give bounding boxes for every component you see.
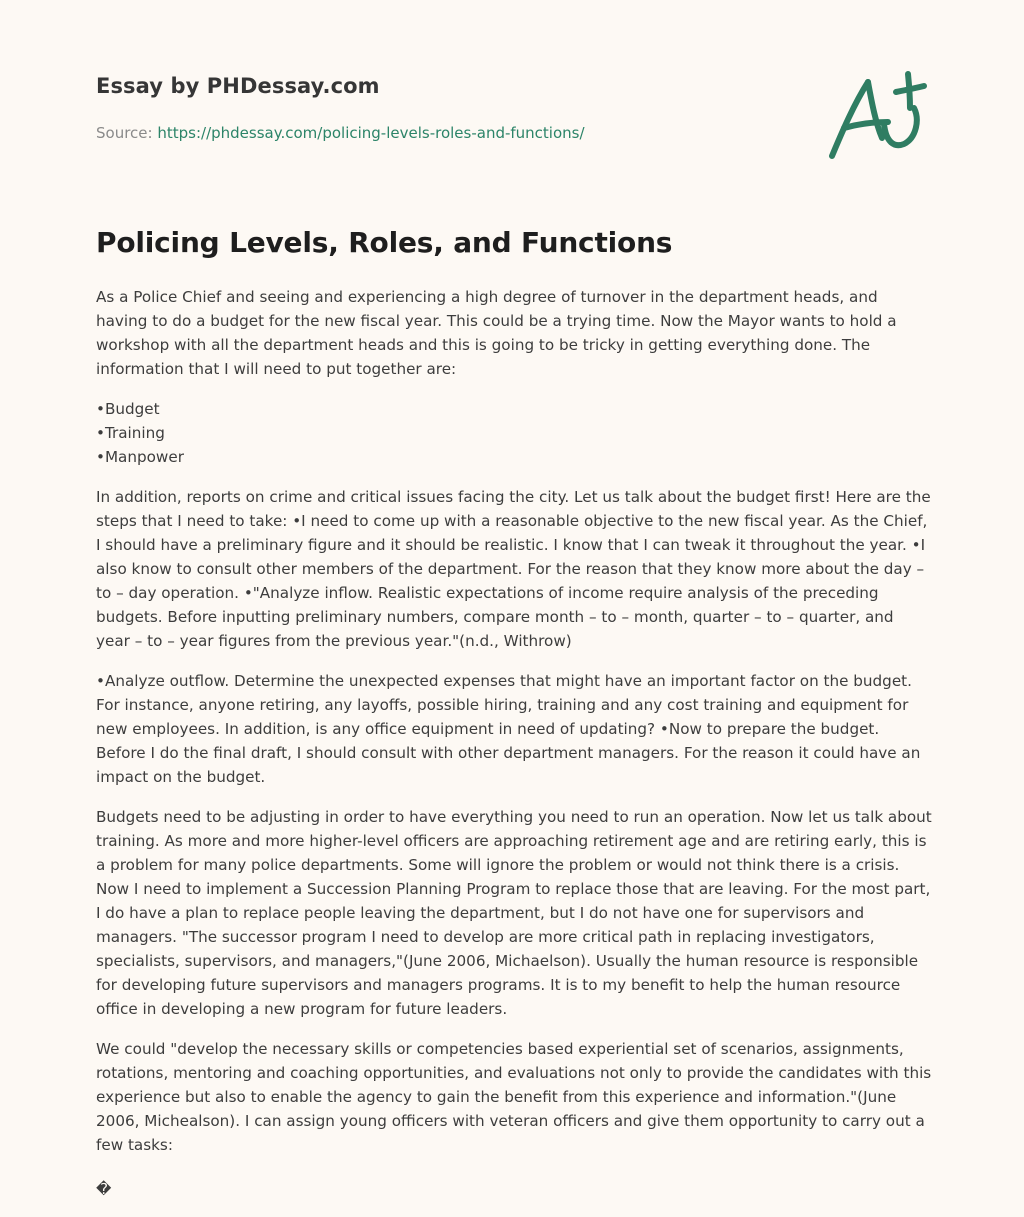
essay-page — [96, 0, 932, 1198]
source-link[interactable]: https://phdessay.com/policing-levels-roles-and-functions/ — [157, 124, 585, 142]
replacement-character: � — [96, 1180, 112, 1198]
list-item: •Manpower — [96, 448, 184, 466]
page-header — [96, 0, 932, 200]
a-plus-grade-icon — [824, 68, 928, 164]
essay-paragraph: Budgets need to be adjusting in order to have everything you need to run an operation. Now let us talk about training. As more and more higher-level officers are approaching retirement age and are retiring early, this is a problem for many police departments. Some will ignore the problem or would not think there is a crisis. Now I need to implement a Succession Planning Program to replace those that are leaving. For the most part, I do have a plan to replace people leaving the department, but I do not have one for supervisors and managers. "The successor program I need to develop are more critical path in replacing investigators, specialists, supervisors, and managers,"(June 2006, Michaelson). Usually the human resource is responsible for developing future supervisors and managers programs. It is to my benefit to help the human resource office in developing a new program for future leaders. — [96, 808, 932, 1018]
essay-paragraph: We could "develop the necessary skills or competencies based experiential set of scenarios, assignments, rotations, mentoring and coaching opportunities, and evaluations not only to provide the candidates with this experience but also to enable the agency to gain the benefit from this experience and information."(June 2006, Michealson). I can assign young officers with veteran officers and give them opportunity to carry out a few tasks: — [96, 1040, 932, 1154]
essay-paragraph: In addition, reports on crime and critical issues facing the city. Let us talk about the budget first! Here are the steps that I need to take: •I need to come up with a reasonable objective to the new fiscal year. As the Chief, I should have a preliminary figure and it should be realistic. I know that I can tweak it throughout the year. •I also know to consult other members of the department. For the reason that they know more about the day – to – day operation. •"Analyze inflow. Realistic expectations of income require analysis of the preceding budgets. Before inputting preliminary numbers, compare month – to – month, quarter – to – quarter, and year – to – year figures from the previous year."(n.d., Withrow) — [96, 488, 931, 650]
essay-paragraph: As a Police Chief and seeing and experiencing a high degree of turnover in the department heads, and having to do a budget for the new fiscal year. This could be a trying time. Now the Mayor wants to hold a workshop with all the department heads and this is going to be tricky in getting everything done. The information that I will need to put together are: — [96, 288, 897, 378]
essay-title: Policing Levels, Roles, and Functions — [96, 226, 673, 259]
requirements-list — [96, 397, 932, 469]
source-label: Source: — [96, 124, 153, 142]
essay-body — [96, 285, 932, 1217]
list-item: •Budget — [96, 400, 160, 418]
essay-paragraph-fragment — [96, 1173, 932, 1201]
site-title: Essay by PHDessay.com — [96, 74, 380, 98]
source-line — [96, 124, 585, 142]
list-item: •Training — [96, 424, 165, 442]
essay-paragraph: •Analyze outflow. Determine the unexpected expenses that might have an important factor on the budget. For instance, anyone retiring, any layoffs, possible hiring, training and any cost training and equipment for new employees. In addition, is any office equipment in need of updating? •Now to prepare the budget. Before I do the final draft, I should consult with other department managers. For the reason it could have an impact on the budget. — [96, 672, 921, 786]
